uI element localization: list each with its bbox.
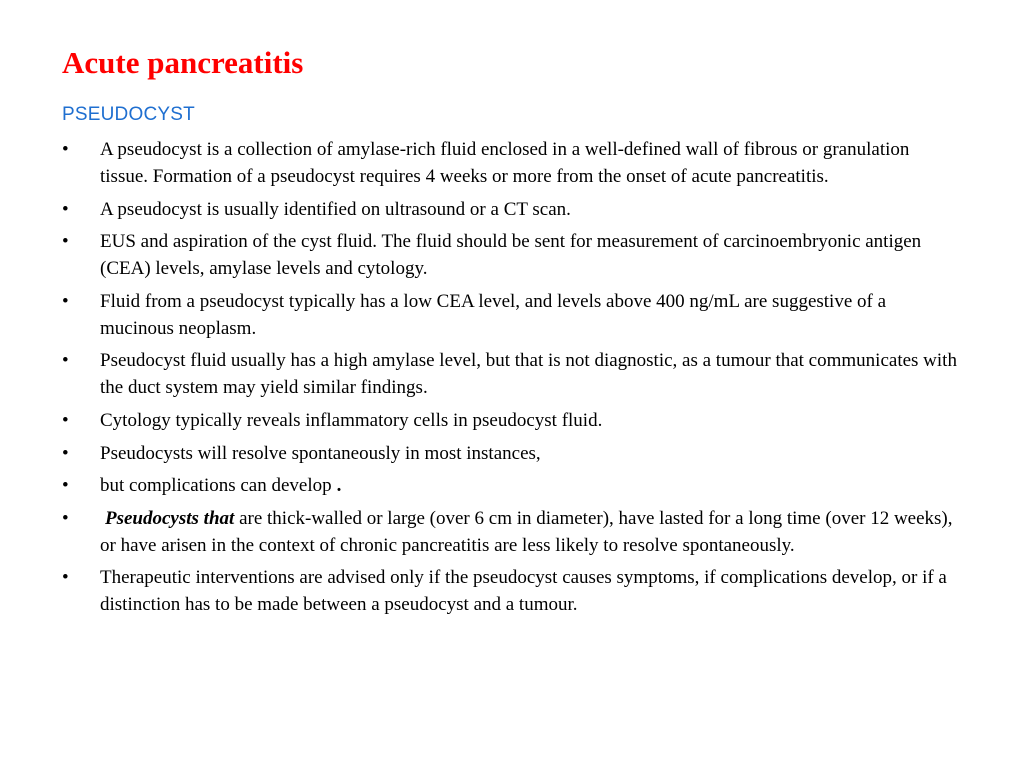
bullet-item <box>62 505 962 559</box>
bullet-item <box>62 564 962 618</box>
bullet-emphasis: Pseudocysts that <box>105 507 235 529</box>
bullet-text: Fluid from a pseudocyst typically has a low CEA level, and levels above 400 ng/mL are suggestive of a mucinous neoplasm. <box>100 290 887 339</box>
bullet-item <box>62 440 962 467</box>
bullet-icon: • <box>62 442 69 464</box>
bullet-icon: • <box>62 198 69 220</box>
bullet-item <box>62 472 962 499</box>
bullet-list <box>62 136 962 624</box>
bullet-item <box>62 288 962 342</box>
bullet-icon: • <box>62 290 69 312</box>
bullet-text: Pseudocyst fluid usually has a high amylase level, but that is not diagnostic, as a tumour that communicates with the duct system may yield similar findings. <box>100 350 957 399</box>
bullet-trailing-period: . <box>336 475 342 497</box>
bullet-text: A pseudocyst is usually identified on ultrasound or a CT scan. <box>100 198 571 220</box>
bullet-item <box>62 136 962 190</box>
bullet-icon: • <box>62 409 69 431</box>
bullet-icon: • <box>62 350 69 372</box>
bullet-item <box>62 347 962 401</box>
bullet-text: are thick-walled or large (over 6 cm in diameter), have lasted for a long time (over 12 weeks), or have arisen in the context of chronic pancreatitis are less likely to resolve spontaneously. <box>100 507 953 556</box>
bullet-icon: • <box>62 231 69 253</box>
bullet-text: A pseudocyst is a collection of amylase-rich fluid enclosed in a well-defined wall of fibrous or granulation tissue. Formation of a pseudocyst requires 4 weeks or more from the onset of acute pancreatitis. <box>100 139 910 187</box>
bullet-text: Therapeutic interventions are advised only if the pseudocyst causes symptoms, if complications develop, or if a distinction has to be made between a pseudocyst and a tumour. <box>100 567 947 616</box>
bullet-item <box>62 228 962 282</box>
bullet-icon: • <box>62 507 69 529</box>
bullet-item <box>62 407 962 434</box>
slide-title: Acute pancreatitis <box>62 45 304 80</box>
bullet-text: Pseudocysts will resolve spontaneously in most instances, <box>100 442 541 464</box>
bullet-icon: • <box>62 475 69 497</box>
bullet-icon: • <box>62 567 69 589</box>
bullet-text: EUS and aspiration of the cyst fluid. The fluid should be sent for measurement of carcinoembryonic antigen (CEA) levels, amylase levels and cytology. <box>100 231 922 280</box>
bullet-text: but complications can develop <box>100 475 332 497</box>
bullet-icon: • <box>62 139 69 160</box>
bullet-text: Cytology typically reveals inflammatory cells in pseudocyst fluid. <box>100 409 603 431</box>
bullet-item <box>62 196 962 223</box>
section-heading: PSEUDOCYST <box>62 104 195 125</box>
